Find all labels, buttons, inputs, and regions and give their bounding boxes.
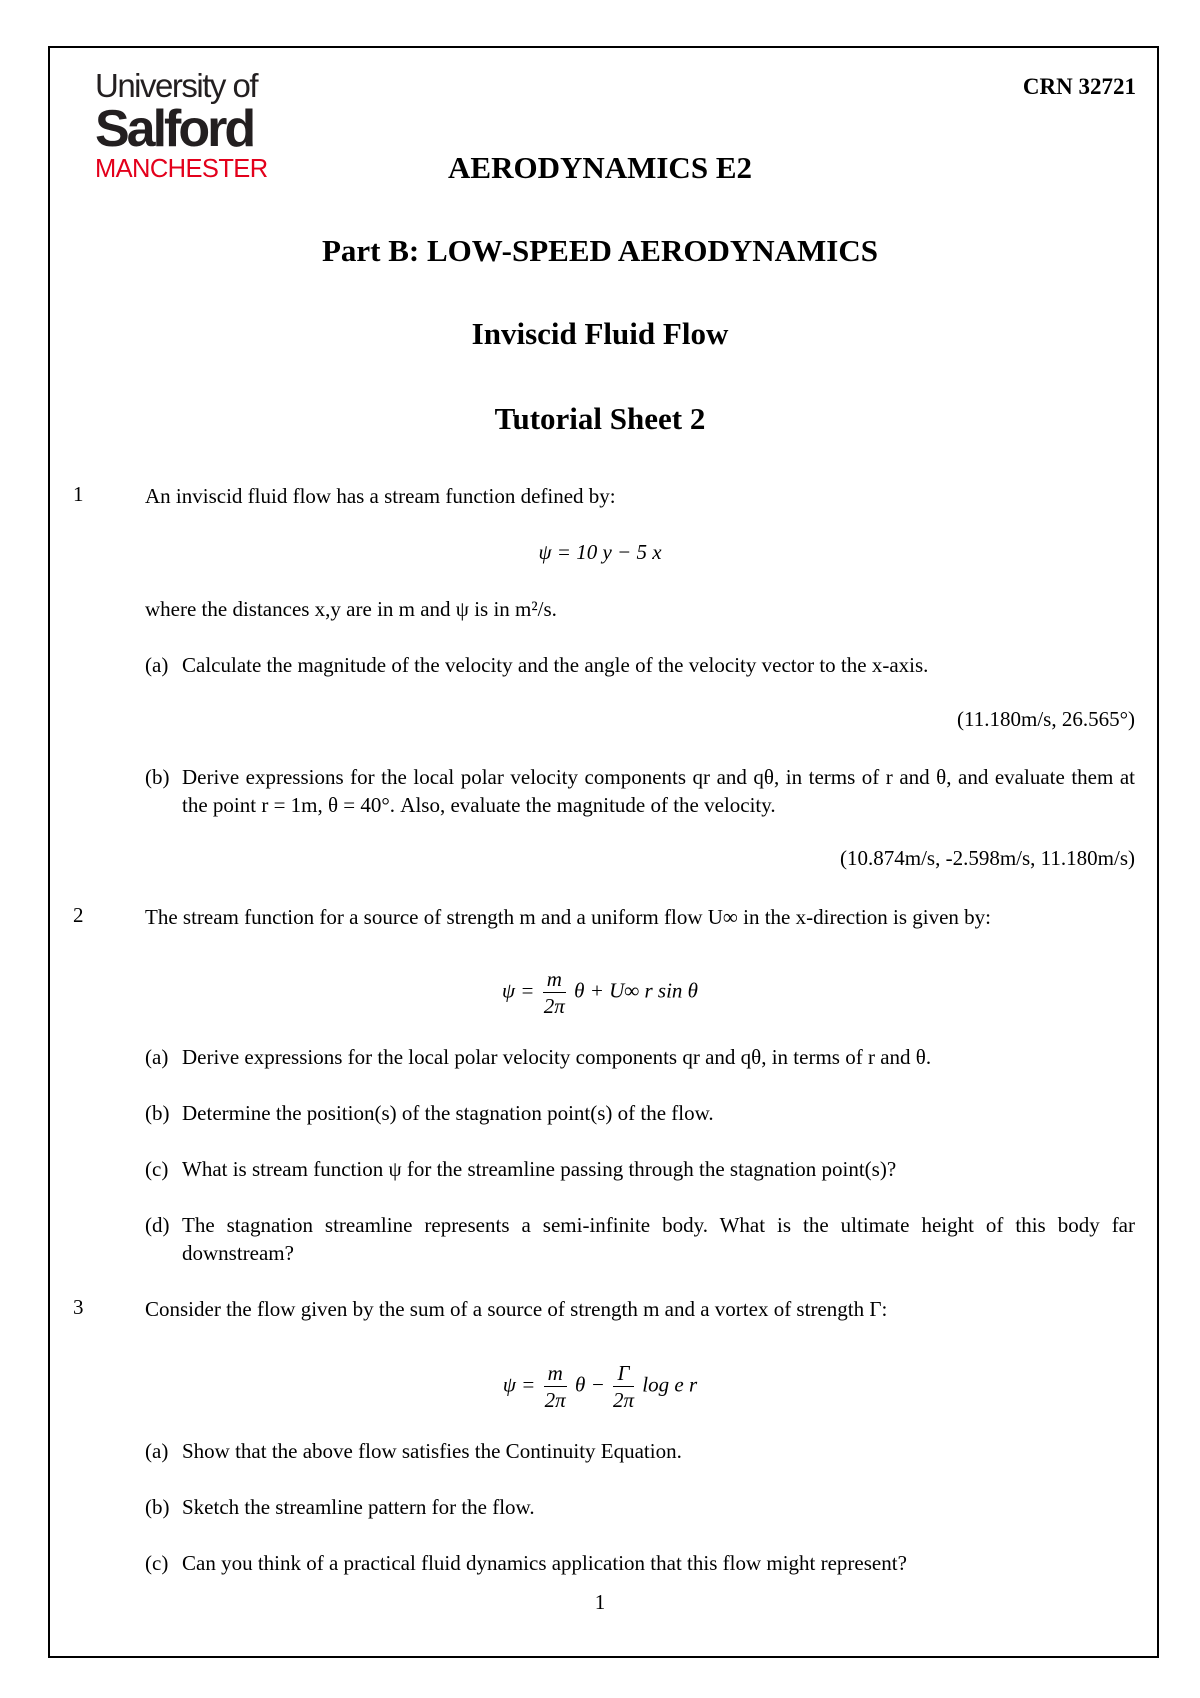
question-3-eq-lhs: ψ = [502,1372,536,1397]
question-3b [145,1493,1135,1521]
question-2c-text: What is stream function ψ for the streamline passing through the stagnation point(s)? [182,1157,897,1181]
topic-title: Inviscid Fluid Flow [471,316,729,351]
question-3b-label: (b) [145,1495,170,1519]
question-3c-label: (c) [145,1551,169,1575]
question-3-eq-numerator-1: m [544,1360,567,1387]
question-3-number: 3 [73,1295,84,1319]
page-number: 1 [594,1590,606,1614]
question-2a-text: Derive expressions for the local polar velocity components qr and qθ, in terms of r and θ. [182,1045,932,1069]
question-2c [145,1155,1135,1183]
question-3-eq-mid: θ − [575,1372,605,1397]
question-3-eq-denominator-1: 2π [544,1388,566,1412]
question-3-eq-numerator-2: Γ [613,1360,634,1387]
part-title: Part B: LOW-SPEED AERODYNAMICS [321,233,878,268]
question-1a-text: Calculate the magnitude of the velocity and the angle of the velocity vector to the x-axis. [182,653,929,677]
question-3a-label: (a) [145,1439,169,1463]
question-3a [145,1437,1135,1465]
sheet-title: Tutorial Sheet 2 [494,401,706,436]
question-3c-text: Can you think of a practical fluid dynamics application that this flow might represent? [182,1551,907,1575]
question-1b [145,763,1135,819]
question-2d [145,1211,1135,1267]
question-1b-text: Derive expressions for the local polar velocity components qr and qθ, in terms of r and θ, and evaluate them at the point r = 1m, θ = 40°. Also, evaluate the magnitude of the velocity. [182,765,1135,817]
question-2-number: 2 [73,903,84,927]
question-1b-label: (b) [145,765,170,789]
course-title: AERODYNAMICS E2 [448,150,752,185]
question-3-eq-fraction-2 [613,1360,634,1413]
logo-line-manchester: MANCHESTER [95,155,268,183]
question-3b-text: Sketch the streamline pattern for the flow. [182,1495,535,1519]
question-1-intro: An inviscid fluid flow has a stream function defined by: [145,484,616,508]
question-3-intro: Consider the flow given by the sum of a source of strength m and a vortex of strength Γ: [145,1297,888,1321]
question-1-number: 1 [73,482,84,506]
question-2a-label: (a) [145,1045,169,1069]
question-2-intro: The stream function for a source of strength m and a uniform flow U∞ in the x-direction is given by: [145,905,991,929]
question-2b-text: Determine the position(s) of the stagnation point(s) of the flow. [182,1101,714,1125]
question-3a-text: Show that the above flow satisfies the Continuity Equation. [182,1439,682,1463]
question-2b-label: (b) [145,1101,170,1125]
question-2b [145,1099,1135,1127]
question-1-equation: ψ = 10 y − 5 x [538,540,662,564]
question-2-eq-denominator: 2π [543,994,565,1018]
question-1a-label: (a) [145,653,169,677]
question-3-equation [0,1360,1200,1413]
question-2-eq-fraction [543,966,566,1019]
question-2-equation [0,966,1200,1019]
question-1a-answer: (11.180m/s, 26.565°) [957,707,1135,731]
question-2a [145,1043,1135,1071]
crn-code: CRN 32721 [1022,74,1136,99]
question-2-eq-rhs: θ + U∞ r sin θ [574,978,698,1003]
question-2c-label: (c) [145,1157,169,1181]
question-1b-answer: (10.874m/s, -2.598m/s, 11.180m/s) [840,846,1135,870]
question-3-eq-denominator-2: 2π [613,1388,635,1412]
question-2-eq-lhs: ψ = [501,978,535,1003]
question-1-where: where the distances x,y are in m and ψ is in m²/s. [145,597,557,621]
question-3-eq-fraction-1 [544,1360,567,1413]
logo-line-university: University of [95,67,258,104]
question-3-eq-rhs: log e r [642,1372,698,1397]
question-1a [145,651,1135,679]
question-2-eq-numerator: m [543,966,566,993]
question-2d-text: The stagnation streamline represents a semi-infinite body. What is the ultimate height of this body far downstream? [182,1213,1135,1265]
logo-line-salford: Salford [95,100,254,158]
question-3c [145,1549,1135,1577]
question-2d-label: (d) [145,1213,170,1237]
